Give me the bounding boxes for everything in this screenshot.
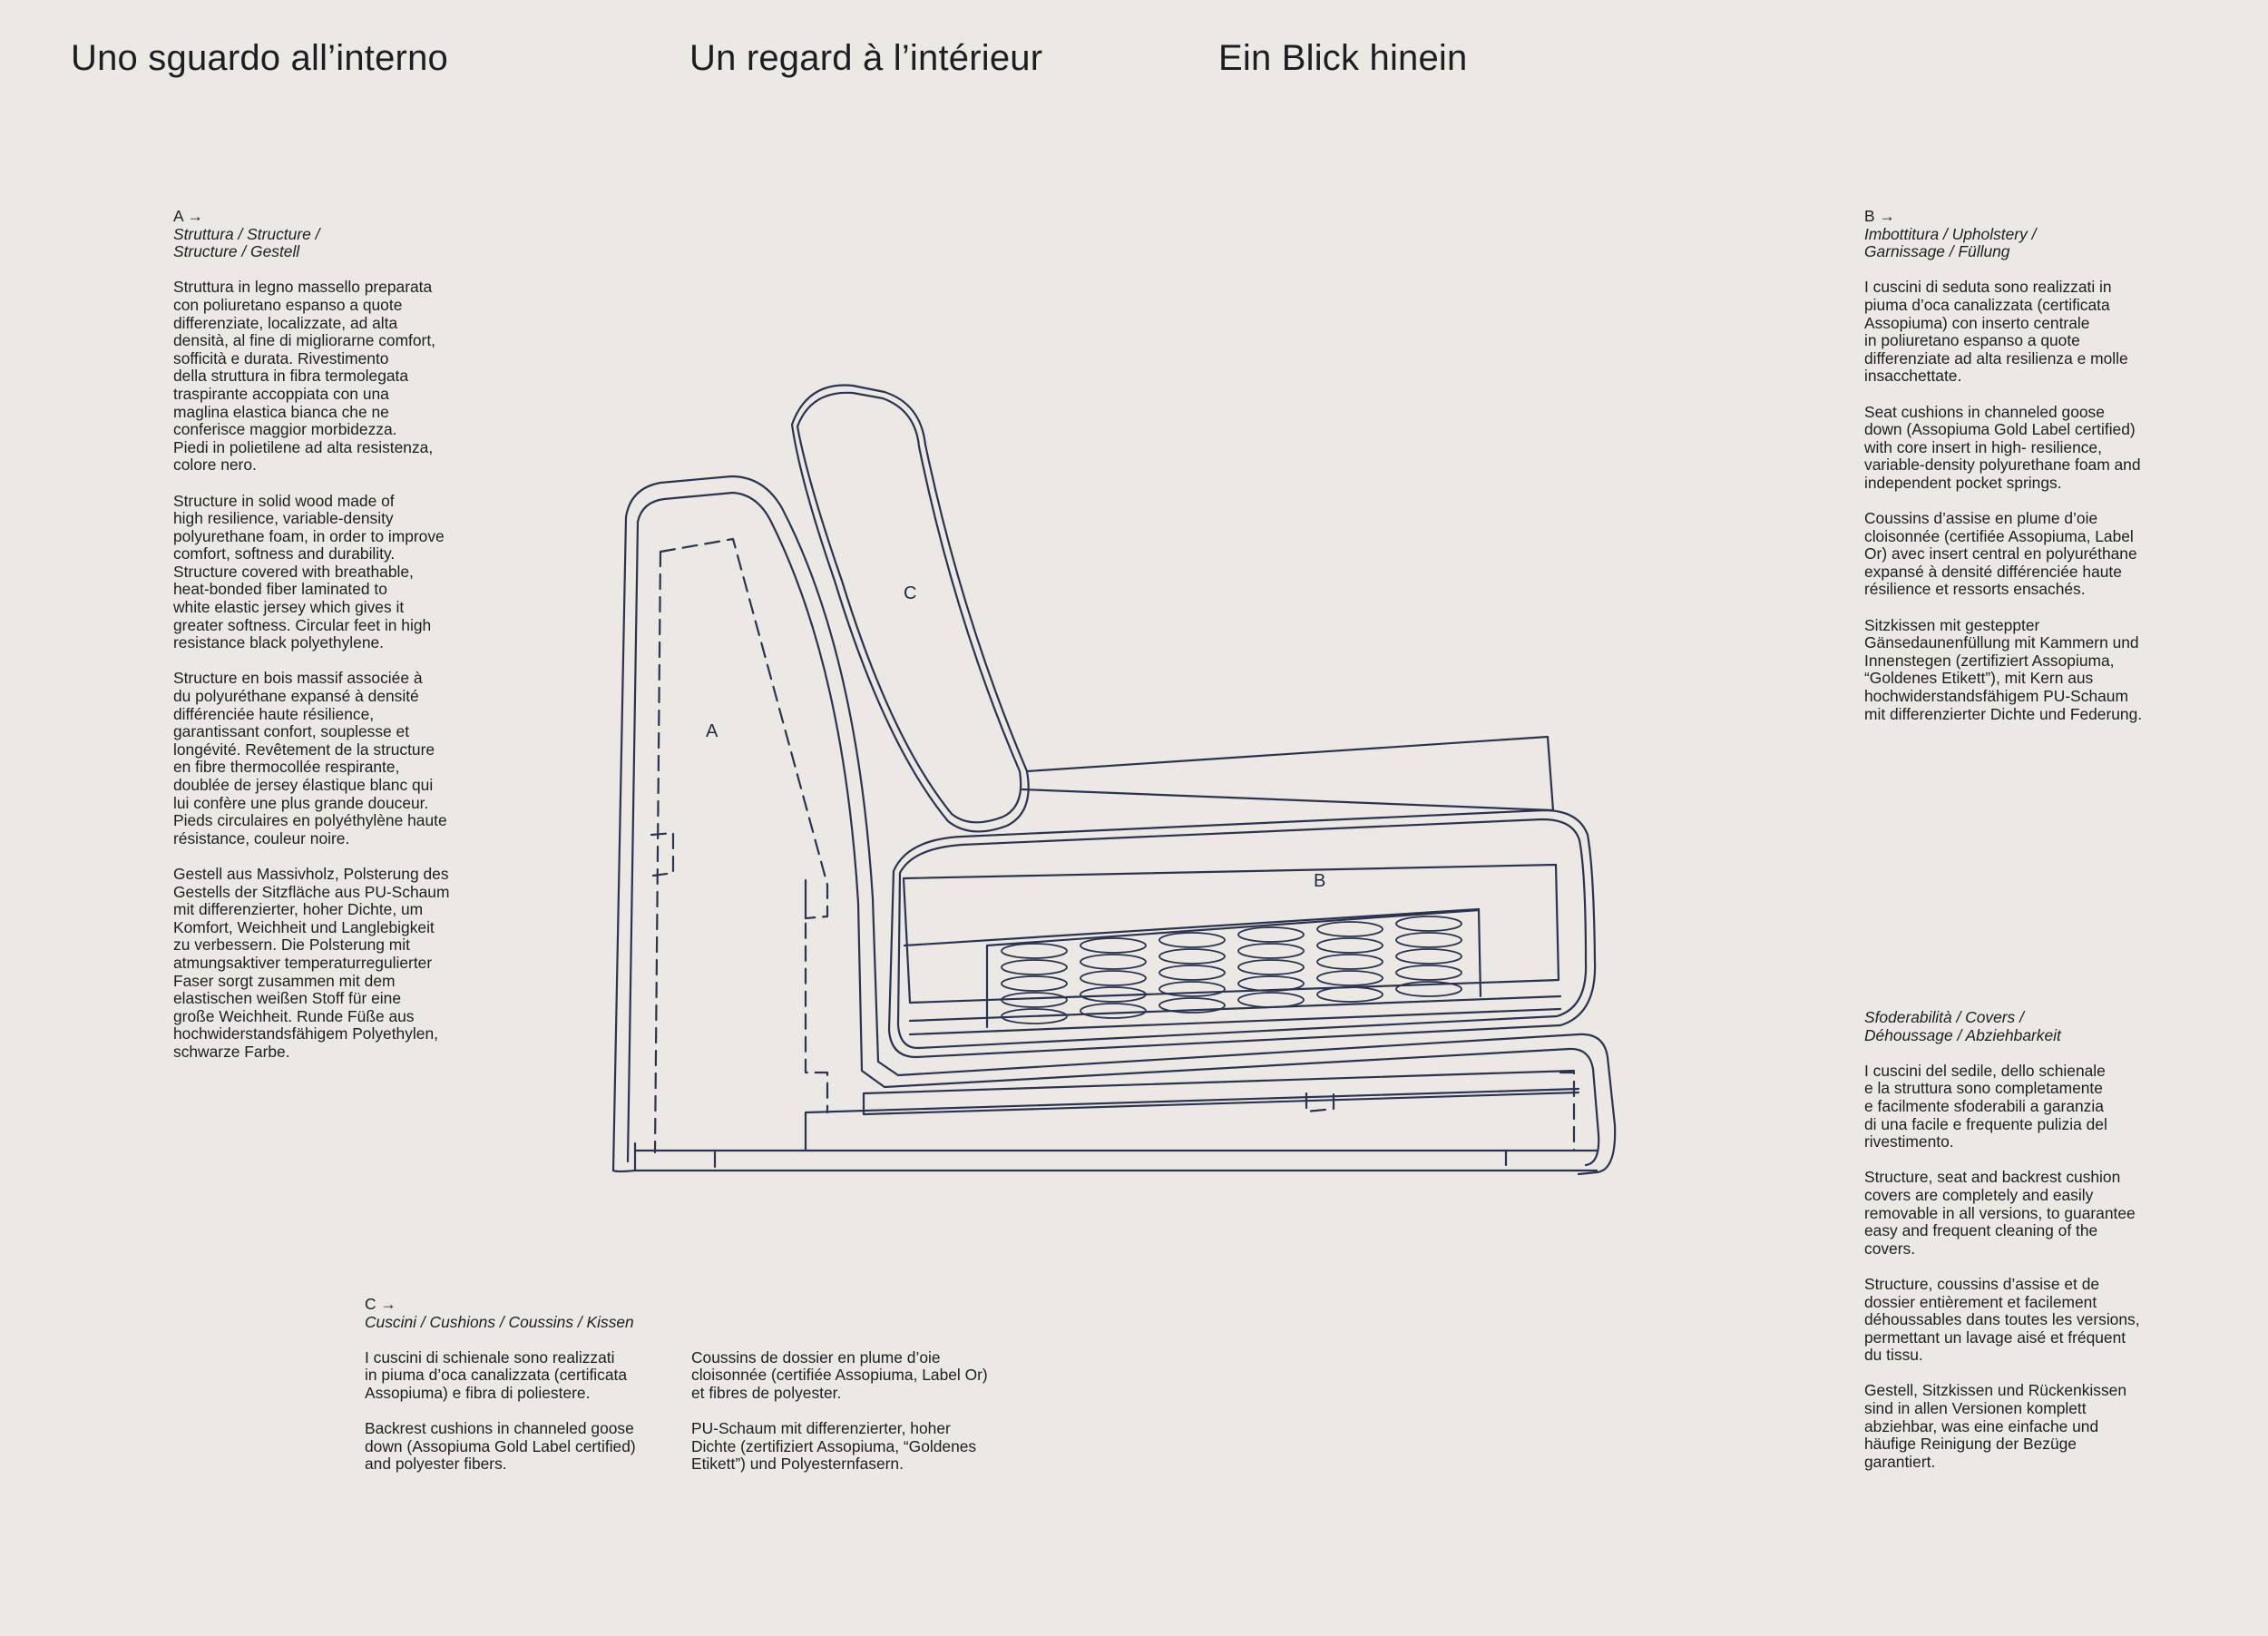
frame-outer-outline: [613, 476, 1615, 1174]
section-c-text-en: Backrest cushions in channeled goose down (Assopiuma Gold Label certified) and polyester fibers.: [365, 1418, 636, 1474]
pocket-springs: [1002, 916, 1461, 1024]
spring-coil: [1238, 993, 1304, 1007]
section-b-text-it: I cuscini di seduta sono realizzati in piuma d’oca canalizzata (certificata Assopiuma) con inserto centrale in poliuretano espanso a quote differenziate ad alta resilienza e molle insacchettate.: [1864, 278, 2128, 386]
spring-coil: [1396, 916, 1461, 931]
section-covers-text-it: I cuscini del sedile, dello schienale e la struttura sono completamente e facilmente sfoderabili a garanzia di una facile e frequente pulizia del rivestimento.: [1864, 1061, 2107, 1151]
spring-coil: [1002, 944, 1067, 958]
seat-cushion-b-inner: [898, 819, 1586, 1048]
spring-coil: [1080, 955, 1146, 969]
backrest-cushion-c-inner: [797, 393, 1021, 823]
diagram-label-a: A: [706, 721, 719, 741]
spring-coil: [1002, 960, 1067, 975]
section-covers-title: Sfoderabilità / Covers / Déhoussage / Abziehbarkeit: [1864, 1008, 2061, 1044]
spring-coil: [1238, 944, 1304, 958]
section-b-title: Imbottitura / Upholstery / Garnissage / Füllung: [1864, 224, 2037, 261]
spring-coil: [1080, 1004, 1146, 1018]
section-b-text-fr: Coussins d’assise en plume d’oie cloisonnée (certifiée Assopiuma, Label Or) avec insert central en polyuréthane expansé à densité différenciée haute résilience et ressorts ensachés.: [1864, 509, 2137, 599]
section-c-tag: C →: [365, 1295, 396, 1313]
section-a-text-en: Structure in solid wood made of high resilience, variable-density polyurethane foam, in order to improve comfort, softness and durability. Structure covered with breathable, heat-bonded fiber laminated to white elastic jersey which gives it greater softness. Circular feet in high resistance black polyethylene.: [173, 491, 445, 652]
section-c-text-it: I cuscini di schienale sono realizzati in piuma d’oca canalizzata (certificata Assopiuma) e fibra di poliestere.: [365, 1347, 628, 1402]
heading-italian: Uno sguardo all’interno: [71, 38, 448, 78]
section-c-text-de: PU-Schaum mit differenzierter, hoher Dichte (zertifiziert Assopiuma, “Goldenes Etikett”) und Polyesternfasern.: [691, 1418, 977, 1474]
spring-coil: [1238, 960, 1304, 975]
section-a-text-de: Gestell aus Massivholz, Polsterung des Gestells der Sitzfläche aus PU-Schaum mit differenzierter, hoher Dichte, um Komfort, Weichheit und Langlebigkeit zu verbessern. Die Polsterung mit atmungsaktiver temperaturregulierter Faser sorgt zusammen mit dem elastischen weißen Stoff für eine große Weichheit. Runde Füße aus hochwiderstandsfähigem Polyethylen, schwarze Farbe.: [173, 864, 450, 1061]
section-covers-text-fr: Structure, coussins d’assise et de dossier entièrement et facilement déhoussables dans toutes les versions, permettant un lavage aisé et fréquent du tissu.: [1864, 1274, 2140, 1365]
spring-coil: [1159, 949, 1225, 964]
spring-coil: [1317, 955, 1383, 969]
spring-coil: [1317, 938, 1383, 953]
section-c-text-fr: Coussins de dossier en plume d’oie cloisonnée (certifiée Assopiuma, Label Or) et fibres de polyester.: [691, 1347, 988, 1402]
seat-back-support: [1022, 737, 1553, 810]
spring-coil: [1396, 965, 1461, 980]
section-a-text-it: Struttura in legno massello preparata con poliuretano espanso a quote differenziate, localizzate, ad alta densità, al fine di migliorarne comfort, sofficità e durata. Rivestimento della struttura in fibra termolegata traspirante accoppiata con una maglina elastica bianca che ne conferisce maggior morbidezza. Piedi in polietilene ad alta resistenza, colore nero.: [173, 278, 436, 475]
spring-coil: [1080, 971, 1146, 985]
spring-coil: [1159, 933, 1225, 947]
spring-coil: [1317, 987, 1383, 1002]
spring-coil: [1317, 971, 1383, 985]
spring-coil: [1396, 933, 1461, 947]
frame-left-leg: [613, 1143, 635, 1171]
diagram-label-c: C: [904, 583, 917, 603]
section-covers-text-en: Structure, seat and backrest cushion covers are completely and easily removable in all versions, to guarantee easy and frequent cleaning of the covers.: [1864, 1168, 2136, 1258]
diagram-label-b: B: [1314, 871, 1326, 891]
section-b-text-de: Sitzkissen mit gesteppter Gänsedaunenfüllung mit Kammern und Innenstegen (zertifiziert Assopiuma, “Goldenes Etikett”), mit Kern aus hochwiderstandsfähigem PU-Schaum mit differenzierter Dichte und Federung.: [1864, 615, 2143, 723]
section-covers-text-de: Gestell, Sitzkissen und Rückenkissen sind in allen Versionen komplett abziehbar, was eine einfache und häufige Reinigung der Bezüge garantiert.: [1864, 1381, 2127, 1471]
heading-french: Un regard à l’intérieur: [689, 38, 1043, 78]
base-rails: [806, 1089, 1579, 1151]
section-c-title: Cuscini / Cushions / Coussins / Kissen: [365, 1312, 634, 1331]
spring-coil: [1238, 976, 1304, 991]
spring-coil: [1080, 938, 1146, 953]
heading-german: Ein Blick hinein: [1218, 38, 1468, 78]
spring-coil: [1159, 965, 1225, 980]
spring-coil: [1002, 976, 1067, 991]
section-b-tag: B →: [1864, 207, 1895, 225]
base-plinth: [635, 1151, 1597, 1171]
backrest-cushion-c-outer: [792, 386, 1029, 832]
spring-coil: [1159, 982, 1225, 996]
spring-coil: [1317, 922, 1383, 936]
diagram-lines: [613, 386, 1615, 1174]
section-a-text-fr: Structure en bois massif associée à du polyuréthane expansé à densité différenciée haute résilience, garantissant confort, souplesse et longévité. Revêtement de la structure en fibre thermocollée respirante, doublée de jersey élastique blanc qui lui confère une plus grande douceur. Pieds circulaires en polyéthylène haute résistance, couleur noire.: [173, 669, 447, 847]
spring-coil: [1238, 927, 1304, 942]
spring-coil: [1396, 949, 1461, 964]
section-a-tag: A →: [173, 207, 203, 225]
section-a-title: Struttura / Structure / Structure / Gestell: [173, 224, 320, 261]
section-b-text-en: Seat cushions in channeled goose down (Assopiuma Gold Label certified) with core insert in high- resilience, variable-density polyurethane foam and independent pocket springs.: [1864, 402, 2141, 492]
